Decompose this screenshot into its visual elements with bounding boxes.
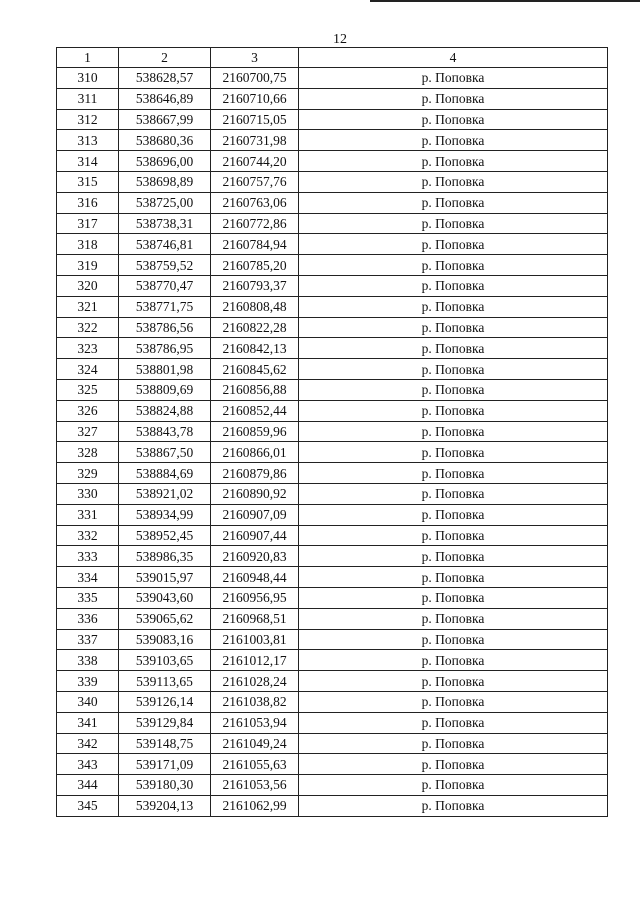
table-row [57, 359, 608, 380]
description-cell: р. Поповка [299, 400, 608, 421]
y-coordinate-cell: 2161062,99 [211, 795, 299, 816]
x-coordinate-cell: 539015,97 [119, 567, 211, 588]
description-cell: р. Поповка [299, 130, 608, 151]
y-coordinate-cell: 2160710,66 [211, 88, 299, 109]
y-coordinate-cell: 2161055,63 [211, 754, 299, 775]
table-row [57, 421, 608, 442]
description-cell: р. Поповка [299, 109, 608, 130]
x-coordinate-cell: 538843,78 [119, 421, 211, 442]
x-coordinate-cell: 538809,69 [119, 379, 211, 400]
description-cell: р. Поповка [299, 68, 608, 89]
point-number-cell: 323 [57, 338, 119, 359]
point-number-cell: 333 [57, 546, 119, 567]
description-cell: р. Поповка [299, 504, 608, 525]
y-coordinate-cell: 2160757,76 [211, 171, 299, 192]
x-coordinate-cell: 539065,62 [119, 608, 211, 629]
x-coordinate-cell: 539043,60 [119, 587, 211, 608]
x-coordinate-cell: 538934,99 [119, 504, 211, 525]
column-header-2: 2 [119, 48, 211, 68]
page-number: 12 [333, 32, 347, 47]
y-coordinate-cell: 2160907,44 [211, 525, 299, 546]
description-cell: р. Поповка [299, 171, 608, 192]
point-number-cell: 331 [57, 504, 119, 525]
x-coordinate-cell: 538738,31 [119, 213, 211, 234]
x-coordinate-cell: 539083,16 [119, 629, 211, 650]
point-number-cell: 313 [57, 130, 119, 151]
table-row [57, 546, 608, 567]
point-number-cell: 332 [57, 525, 119, 546]
x-coordinate-cell: 538786,95 [119, 338, 211, 359]
x-coordinate-cell: 539103,65 [119, 650, 211, 671]
table-row [57, 483, 608, 504]
column-header-4: 4 [299, 48, 608, 68]
table-header-row [57, 48, 608, 68]
x-coordinate-cell: 539148,75 [119, 733, 211, 754]
x-coordinate-cell: 538646,89 [119, 88, 211, 109]
point-number-cell: 311 [57, 88, 119, 109]
description-cell: р. Поповка [299, 733, 608, 754]
point-number-cell: 314 [57, 151, 119, 172]
description-cell: р. Поповка [299, 442, 608, 463]
table-row [57, 400, 608, 421]
table-row [57, 463, 608, 484]
table-row [57, 213, 608, 234]
description-cell: р. Поповка [299, 629, 608, 650]
description-cell: р. Поповка [299, 234, 608, 255]
description-cell: р. Поповка [299, 255, 608, 276]
description-cell: р. Поповка [299, 775, 608, 796]
x-coordinate-cell: 538696,00 [119, 151, 211, 172]
table-row [57, 587, 608, 608]
table-row [57, 629, 608, 650]
x-coordinate-cell: 538921,02 [119, 483, 211, 504]
y-coordinate-cell: 2160731,98 [211, 130, 299, 151]
table-row [57, 608, 608, 629]
point-number-cell: 336 [57, 608, 119, 629]
point-number-cell: 343 [57, 754, 119, 775]
y-coordinate-cell: 2160856,88 [211, 379, 299, 400]
point-number-cell: 344 [57, 775, 119, 796]
description-cell: р. Поповка [299, 567, 608, 588]
x-coordinate-cell: 538986,35 [119, 546, 211, 567]
description-cell: р. Поповка [299, 213, 608, 234]
table-row [57, 795, 608, 816]
table-row [57, 525, 608, 546]
table-row [57, 379, 608, 400]
y-coordinate-cell: 2160845,62 [211, 359, 299, 380]
point-number-cell: 330 [57, 483, 119, 504]
y-coordinate-cell: 2161053,94 [211, 712, 299, 733]
y-coordinate-cell: 2160956,95 [211, 587, 299, 608]
table-row [57, 130, 608, 151]
y-coordinate-cell: 2160785,20 [211, 255, 299, 276]
table-row [57, 671, 608, 692]
x-coordinate-cell: 538824,88 [119, 400, 211, 421]
point-number-cell: 339 [57, 671, 119, 692]
description-cell: р. Поповка [299, 795, 608, 816]
x-coordinate-cell: 538725,00 [119, 192, 211, 213]
x-coordinate-cell: 538770,47 [119, 275, 211, 296]
y-coordinate-cell: 2161038,82 [211, 691, 299, 712]
table-body [57, 68, 608, 817]
point-number-cell: 341 [57, 712, 119, 733]
y-coordinate-cell: 2160852,44 [211, 400, 299, 421]
point-number-cell: 325 [57, 379, 119, 400]
x-coordinate-cell: 539129,84 [119, 712, 211, 733]
y-coordinate-cell: 2160715,05 [211, 109, 299, 130]
table-row [57, 712, 608, 733]
description-cell: р. Поповка [299, 608, 608, 629]
coordinates-table [56, 47, 608, 817]
point-number-cell: 321 [57, 296, 119, 317]
column-header-1: 1 [57, 48, 119, 68]
point-number-cell: 310 [57, 68, 119, 89]
point-number-cell: 324 [57, 359, 119, 380]
y-coordinate-cell: 2160907,09 [211, 504, 299, 525]
table-row [57, 691, 608, 712]
x-coordinate-cell: 538801,98 [119, 359, 211, 380]
y-coordinate-cell: 2160793,37 [211, 275, 299, 296]
table-row [57, 650, 608, 671]
description-cell: р. Поповка [299, 379, 608, 400]
y-coordinate-cell: 2160744,20 [211, 151, 299, 172]
x-coordinate-cell: 538628,57 [119, 68, 211, 89]
table-row [57, 754, 608, 775]
x-coordinate-cell: 539204,13 [119, 795, 211, 816]
table-row [57, 733, 608, 754]
description-cell: р. Поповка [299, 754, 608, 775]
description-cell: р. Поповка [299, 671, 608, 692]
description-cell: р. Поповка [299, 192, 608, 213]
point-number-cell: 338 [57, 650, 119, 671]
description-cell: р. Поповка [299, 650, 608, 671]
point-number-cell: 316 [57, 192, 119, 213]
y-coordinate-cell: 2160948,44 [211, 567, 299, 588]
description-cell: р. Поповка [299, 359, 608, 380]
description-cell: р. Поповка [299, 525, 608, 546]
x-coordinate-cell: 538952,45 [119, 525, 211, 546]
description-cell: р. Поповка [299, 587, 608, 608]
point-number-cell: 342 [57, 733, 119, 754]
description-cell: р. Поповка [299, 712, 608, 733]
table-row [57, 88, 608, 109]
x-coordinate-cell: 538759,52 [119, 255, 211, 276]
point-number-cell: 315 [57, 171, 119, 192]
table-row [57, 255, 608, 276]
table-row [57, 109, 608, 130]
point-number-cell: 337 [57, 629, 119, 650]
x-coordinate-cell: 538786,56 [119, 317, 211, 338]
x-coordinate-cell: 538746,81 [119, 234, 211, 255]
description-cell: р. Поповка [299, 151, 608, 172]
scan-edge-line [370, 0, 640, 2]
point-number-cell: 317 [57, 213, 119, 234]
y-coordinate-cell: 2160920,83 [211, 546, 299, 567]
y-coordinate-cell: 2160890,92 [211, 483, 299, 504]
point-number-cell: 312 [57, 109, 119, 130]
x-coordinate-cell: 539171,09 [119, 754, 211, 775]
point-number-cell: 322 [57, 317, 119, 338]
y-coordinate-cell: 2160700,75 [211, 68, 299, 89]
y-coordinate-cell: 2160842,13 [211, 338, 299, 359]
x-coordinate-cell: 538680,36 [119, 130, 211, 151]
description-cell: р. Поповка [299, 421, 608, 442]
table-row [57, 192, 608, 213]
point-number-cell: 335 [57, 587, 119, 608]
x-coordinate-cell: 538667,99 [119, 109, 211, 130]
table-row [57, 338, 608, 359]
table-row [57, 296, 608, 317]
point-number-cell: 320 [57, 275, 119, 296]
point-number-cell: 340 [57, 691, 119, 712]
table-row [57, 442, 608, 463]
y-coordinate-cell: 2160772,86 [211, 213, 299, 234]
table-row [57, 317, 608, 338]
point-number-cell: 328 [57, 442, 119, 463]
table-row [57, 234, 608, 255]
table-row [57, 68, 608, 89]
table-row [57, 171, 608, 192]
table-row [57, 504, 608, 525]
point-number-cell: 334 [57, 567, 119, 588]
description-cell: р. Поповка [299, 463, 608, 484]
description-cell: р. Поповка [299, 546, 608, 567]
y-coordinate-cell: 2160763,06 [211, 192, 299, 213]
x-coordinate-cell: 539113,65 [119, 671, 211, 692]
point-number-cell: 318 [57, 234, 119, 255]
y-coordinate-cell: 2160808,48 [211, 296, 299, 317]
description-cell: р. Поповка [299, 88, 608, 109]
column-header-3: 3 [211, 48, 299, 68]
x-coordinate-cell: 538771,75 [119, 296, 211, 317]
y-coordinate-cell: 2160866,01 [211, 442, 299, 463]
table-row [57, 151, 608, 172]
y-coordinate-cell: 2161012,17 [211, 650, 299, 671]
table-row [57, 275, 608, 296]
point-number-cell: 345 [57, 795, 119, 816]
description-cell: р. Поповка [299, 338, 608, 359]
y-coordinate-cell: 2161028,24 [211, 671, 299, 692]
description-cell: р. Поповка [299, 317, 608, 338]
point-number-cell: 326 [57, 400, 119, 421]
x-coordinate-cell: 539126,14 [119, 691, 211, 712]
description-cell: р. Поповка [299, 691, 608, 712]
y-coordinate-cell: 2160822,28 [211, 317, 299, 338]
y-coordinate-cell: 2160968,51 [211, 608, 299, 629]
description-cell: р. Поповка [299, 296, 608, 317]
y-coordinate-cell: 2161049,24 [211, 733, 299, 754]
y-coordinate-cell: 2161003,81 [211, 629, 299, 650]
y-coordinate-cell: 2161053,56 [211, 775, 299, 796]
x-coordinate-cell: 538867,50 [119, 442, 211, 463]
x-coordinate-cell: 538884,69 [119, 463, 211, 484]
x-coordinate-cell: 539180,30 [119, 775, 211, 796]
description-cell: р. Поповка [299, 483, 608, 504]
y-coordinate-cell: 2160879,86 [211, 463, 299, 484]
y-coordinate-cell: 2160784,94 [211, 234, 299, 255]
table-row [57, 775, 608, 796]
point-number-cell: 319 [57, 255, 119, 276]
point-number-cell: 329 [57, 463, 119, 484]
x-coordinate-cell: 538698,89 [119, 171, 211, 192]
y-coordinate-cell: 2160859,96 [211, 421, 299, 442]
description-cell: р. Поповка [299, 275, 608, 296]
table-row [57, 567, 608, 588]
point-number-cell: 327 [57, 421, 119, 442]
